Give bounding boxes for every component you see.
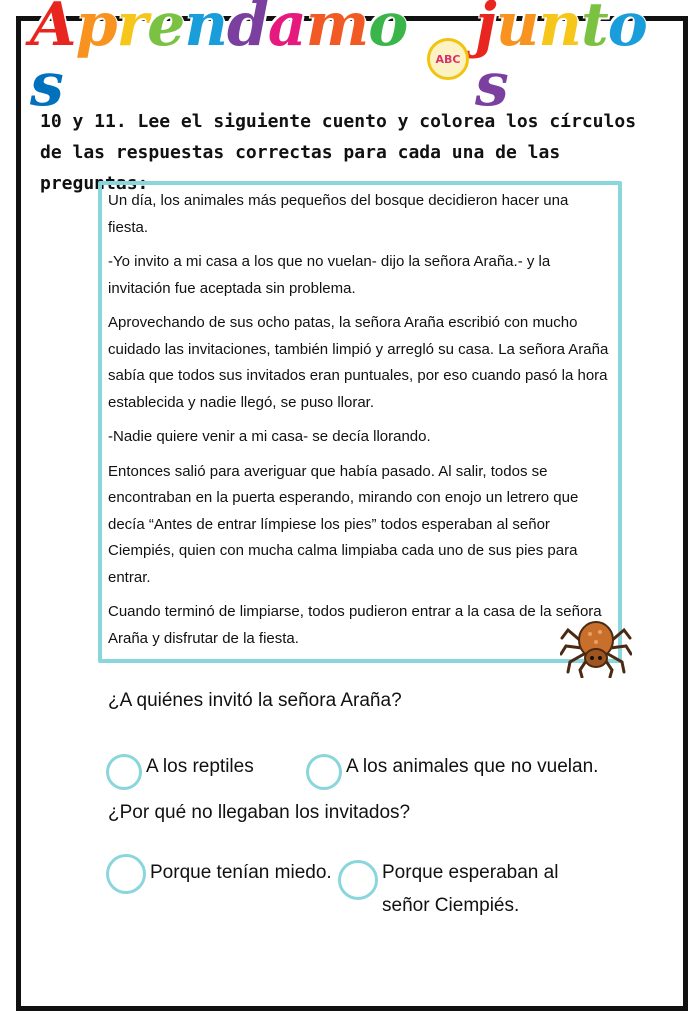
story-text	[108, 188, 610, 660]
story-paragraph: Cuando terminó de limpiarse, todos pudieron entrar a la casa de la señora Araña y disfrutar de la fiesta.	[108, 603, 602, 647]
story-paragraph: -Yo invito a mi casa a los que no vuelan- dijo la señora Araña.- y la invitación fue aceptada sin problema.	[108, 253, 551, 297]
title-letter: a	[267, 0, 306, 60]
title-letter: A	[30, 0, 76, 60]
title-letter: d	[226, 0, 268, 60]
title-letter: u	[495, 0, 539, 60]
title-letter: r	[116, 0, 148, 60]
answer-label: A los animales que no vuelan.	[346, 756, 599, 777]
title-letter: o	[607, 0, 647, 60]
answer-circle[interactable]	[338, 860, 378, 900]
title-letter: o	[368, 0, 408, 60]
abc-logo-text: ABC	[435, 52, 461, 66]
title-letter: j	[475, 0, 496, 60]
answer-option-1a[interactable]	[106, 750, 254, 786]
instructions-text: 10 y 11. Lee el siguiente cuento y colorea los círculos de las respuestas correctas para cada una de las preguntas:	[40, 111, 637, 194]
question-1: ¿A quiénes invitó la señora Araña?	[108, 690, 402, 711]
story-paragraph: Entonces salió para averiguar que había pasado. Al salir, todos se encontraban en la puerta esperando, mirando con enojo un letrero que decía “Antes de entrar límpiese los pies” todos esperaban al señor Ciempiés, quien con mucha calma limpiaba cada uno de sus pies para entrar.	[108, 462, 579, 586]
answer-circle[interactable]	[106, 854, 146, 894]
abc-logo-icon	[427, 38, 469, 80]
title-word-juntos	[475, 0, 670, 120]
answer-label: A los reptiles	[146, 756, 254, 777]
answer-option-2a[interactable]	[106, 850, 332, 890]
answer-label: Porque esperaban al señor Ciempiés.	[382, 862, 559, 916]
answer-option-1b[interactable]	[306, 750, 598, 786]
title-letter: e	[147, 0, 185, 60]
title-letter: n	[184, 0, 227, 60]
story-paragraph: Aprovechando de sus ocho patas, la señora Araña escribió con mucho cuidado las invitaciones, también limpió y arregló su casa. La señora Araña sabía que todos sus invitados eran puntuales, por eso cuando pasó la hora establecida y nadie llegó, se puso llorar.	[108, 314, 609, 411]
answer-circle[interactable]	[306, 754, 342, 790]
title-letter: t	[580, 0, 608, 60]
story-paragraph: -Nadie quiere venir a mi casa- se decía llorando.	[108, 428, 431, 445]
answer-option-2b[interactable]	[338, 856, 608, 922]
page-title	[30, 0, 670, 120]
title-letter: m	[305, 0, 369, 60]
story-paragraph: Un día, los animales más pequeños del bosque decidieron hacer una fiesta.	[108, 192, 569, 236]
answer-label: Porque tenían miedo.	[150, 862, 332, 883]
spider-icon	[560, 612, 632, 678]
title-letter: s	[30, 50, 63, 120]
answer-circle[interactable]	[106, 754, 142, 790]
title-letter: n	[538, 0, 581, 60]
title-letter: s	[475, 50, 508, 120]
title-letter: p	[75, 0, 117, 60]
title-word-aprendamos	[30, 0, 421, 120]
question-2: ¿Por qué no llegaban los invitados?	[108, 802, 411, 823]
